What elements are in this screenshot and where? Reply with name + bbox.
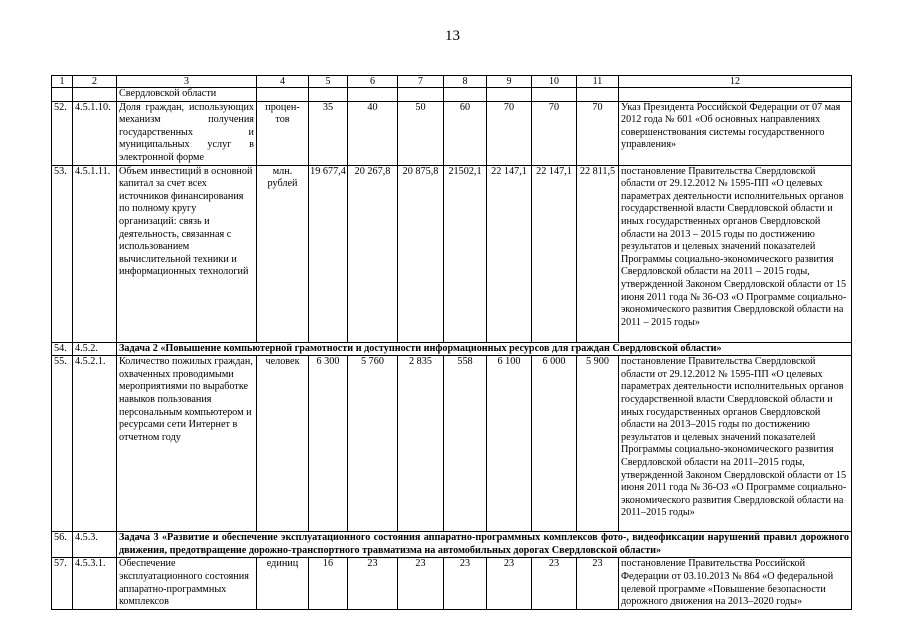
column-header: 9: [487, 76, 532, 88]
page-number: 13: [445, 28, 460, 44]
unit: человек: [257, 356, 309, 532]
value-cell: 20 875,8: [398, 165, 444, 342]
value-cell: 22 147,1: [487, 165, 532, 342]
row-number: 53.: [52, 165, 73, 342]
value-cell: 558: [444, 356, 487, 532]
task-row: [52, 532, 852, 558]
value-cell: 40: [348, 101, 398, 165]
value-cell: 21502,1: [444, 165, 487, 342]
column-header: 10: [532, 76, 577, 88]
unit: единиц: [257, 558, 309, 609]
value-cell: 19 677,4: [309, 165, 348, 342]
source-document: Указ Президента Российской Федерации от 07 мая 2012 года № 601 «Об основных направлениях совершенствования системы государственного управления»: [619, 101, 852, 165]
column-header: 5: [309, 76, 348, 88]
column-header: 7: [398, 76, 444, 88]
value-cell: 6 300: [309, 356, 348, 532]
value-cell: 23: [398, 558, 444, 609]
column-header: 2: [73, 76, 117, 88]
row-number: 52.: [52, 101, 73, 165]
value-cell: 22 811,5: [577, 165, 619, 342]
table-row: [52, 165, 852, 342]
indicators-table: [51, 75, 852, 610]
indicator-name: Объем инвестиций в основной капитал за счет всех источников финансирования по полному кругу организаций: связь и деятельность, связанная с использованием вычислительной техники и информационных технологий: [117, 165, 257, 342]
table-row: [52, 558, 852, 609]
value-cell: 50: [398, 101, 444, 165]
row-code: 4.5.3.1.: [73, 558, 117, 609]
continuation-text: Свердловской области: [117, 88, 257, 102]
indicator-name: Доля граждан, использующих механизм получения государственных и муниципальных услуг в электронной форме: [117, 101, 257, 165]
value-cell: 20 267,8: [348, 165, 398, 342]
value-cell: 5 760: [348, 356, 398, 532]
value-cell: 2 835: [398, 356, 444, 532]
column-header: 4: [257, 76, 309, 88]
value-cell: 70: [577, 101, 619, 165]
row-code: 4.5.3.: [73, 532, 117, 558]
row-code: 4.5.2.: [73, 342, 117, 356]
column-header: 3: [117, 76, 257, 88]
source-document: постановление Правительства Свердловской области от 29.12.2012 № 1595-ПП «О целевых параметрах деятельности исполнительных органов государственной власти Свердловской области и иных государственных органов Свердловской области на 2013–2015 годы по достижению результатов и целевых значений показателей Программы социально-экономического развития Свердловской области на 2011–2015 годы, утвержденной Законом Свердловской области от 15 июня 2011 года № 36-ОЗ «О Программе социально-экономического развития Свердловской области на 2011–2015 годы»: [619, 356, 852, 532]
value-cell: 60: [444, 101, 487, 165]
continuation-row: [52, 88, 852, 102]
indicator-name: Количество пожилых граждан, охваченных проводимыми мероприятиями по выработке навыков пользования персональным компьютером и ресурсами сети Интернет в отчетном году: [117, 356, 257, 532]
value-cell: 35: [309, 101, 348, 165]
task-heading: Задача 2 «Повышение компьютерной грамотности и доступности информационных ресурсов для граждан Свердловской области»: [117, 342, 852, 356]
row-number: 55.: [52, 356, 73, 532]
value-cell: 6 000: [532, 356, 577, 532]
value-cell: 22 147,1: [532, 165, 577, 342]
task-heading: Задача 3 «Развитие и обеспечение эксплуатационного состояния аппаратно-программных комплексов фото-, видеофиксации нарушений правил дорожного движения, предотвращение дорожно-транспортного травматизма на автомобильных дорогах Свердловской области»: [117, 532, 852, 558]
column-header: 1: [52, 76, 73, 88]
column-header: 11: [577, 76, 619, 88]
column-header: 6: [348, 76, 398, 88]
value-cell: 23: [444, 558, 487, 609]
table-row: [52, 101, 852, 165]
value-cell: 23: [348, 558, 398, 609]
value-cell: 70: [532, 101, 577, 165]
column-header: 8: [444, 76, 487, 88]
task-row: [52, 342, 852, 356]
unit: процен-тов: [257, 101, 309, 165]
value-cell: 23: [487, 558, 532, 609]
row-number: 54.: [52, 342, 73, 356]
row-code: 4.5.1.11.: [73, 165, 117, 342]
unit: млн. рублей: [257, 165, 309, 342]
column-header: 12: [619, 76, 852, 88]
value-cell: 70: [487, 101, 532, 165]
value-cell: 6 100: [487, 356, 532, 532]
value-cell: 5 900: [577, 356, 619, 532]
value-cell: 23: [577, 558, 619, 609]
source-document: постановление Правительства Свердловской области от 29.12.2012 № 1595-ПП «О целевых параметрах деятельности исполнительных органов государственной власти Свердловской области и иных государственных органов Свердловской области на 2013 – 2015 годы по достижению результатов и целевых значений показателей Программы социально-экономического развития Свердловской области на 2011 – 2015 годы, утвержденной Законом Свердловской области от 15 июня 2011 года № 36-ОЗ «О Программе социально-экономического развития Свердловской области на 2011 – 2015 годы»: [619, 165, 852, 342]
value-cell: 16: [309, 558, 348, 609]
row-number: 56.: [52, 532, 73, 558]
row-code: 4.5.1.10.: [73, 101, 117, 165]
column-number-row: [52, 76, 852, 88]
table-row: [52, 356, 852, 532]
source-document: постановление Правительства Российской Федерации от 03.10.2013 № 864 «О федеральной целевой программе «Повышение безопасности дорожного движения на 2013–2020 годы»: [619, 558, 852, 609]
indicator-name: Обеспечение эксплуатационного состояния аппаратно-программных комплексов: [117, 558, 257, 609]
row-code: 4.5.2.1.: [73, 356, 117, 532]
row-number: 57.: [52, 558, 73, 609]
value-cell: 23: [532, 558, 577, 609]
